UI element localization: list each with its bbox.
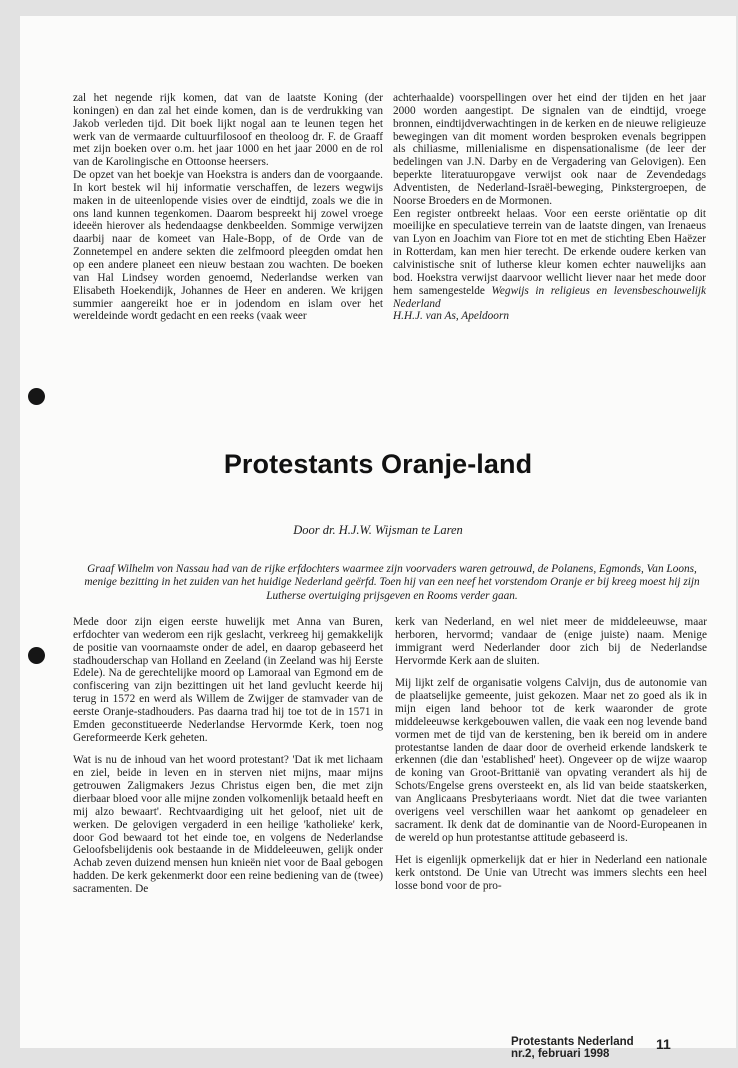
article-byline: Door dr. H.J.W. Wijsman te Laren bbox=[293, 523, 463, 537]
article-right-column bbox=[395, 616, 707, 893]
review-paragraph-text: Een register ontbreekt helaas. Voor een eerste oriëntatie op dit moeilijke en speculatieve terrein van de laatste dingen, van Irenaeus van Lyon en Joachim van Fiore tot en met de stichting Eben Haëzer in Rotterdam, kan men hier terecht. De erkende oudere kerken van calvinistische snit of lutherse kleur komen echter nauwelijks aan bod. Hoekstra verwijst daarvoor wellicht liever naar het mede door hem samengestelde bbox=[393, 207, 706, 297]
review-left-column bbox=[73, 92, 383, 323]
article-left-column bbox=[73, 616, 383, 896]
review-right-column bbox=[393, 92, 706, 323]
article-paragraph: kerk van Nederland, en wel niet meer de middeleeuwse, maar herboren, hervormd; vandaar de (enige juiste) naam. Menige immigrant werd Nederlander door zich bij de Nederlandse Hervormde Kerk aan de sluiten. bbox=[395, 616, 707, 667]
review-paragraph: achterhaalde) voorspellingen over het eind der tijden en het jaar 2000 worden aangestipt. De signalen van de eindtijd, vroege bronnen, eindtijdverwachtingen in de kerken en de nieuwe religieuze bewegingen van dit moment worden besproken evenals begrippen als chiliasme, millenialisme en dispensationalisme (de leer der bedelingen van J.N. Darby en de Vergadering van Gelovigen). Een beperkte literatuuropgave verwijst ook naar de Zevendedags Adventisten, de Nederland-Israël-beweging, Pinkstergroepen, de Noorse Broeders en de Mormonen. bbox=[393, 92, 706, 207]
article-paragraph: Mij lijkt zelf de organisatie volgens Calvijn, dus de autonomie van de plaatselijke gemeente, juist gekozen. Maar net zo goed als ik in mijn eigen land behoor tot de kerk waaronder de grote middeleeuwse kerkgebouwen vallen, die vaak een nog levende band vormen met de tijd van de kerstening, ben ik bereid om in andere protestantse landen de daar door de overheid erkende landskerk te erkennen (die dan 'established' heet). Ongeveer op de wijze waarop de koning van Groot-Brittanië van opvating verandert als hij de Schots/Engelse grens oversteekt en, als lid van beide staatskerken, van Anglicaans Presbyteriaans wordt. Niet dat die twee varianten overigens veel verschillen waar het aankomt op genadeleer en sacrament. Ik denk dat de dominantie van de Noord-Europeanen in de wereld op hun protestantse attitude gebaseerd is. bbox=[395, 677, 707, 844]
footer-publication bbox=[511, 1036, 641, 1060]
issue-label: nr.2, februari 1998 bbox=[511, 1048, 610, 1060]
punch-hole-bottom bbox=[28, 647, 45, 664]
review-paragraph bbox=[393, 208, 706, 311]
article-paragraph: Mede door zijn eigen eerste huwelijk met Anna van Buren, erfdochter van wederom een rijk geslacht, verkreeg hij gemakkelijk de positie van voornaamste onder de adel, en daarop gebaseerd het stadhouderschap van Holland en Zeeland (in Zeeland was hij Eerste Edele). Na de gerechtelijke moord op Lamoraal van Egmond em de confiscering van zijn bezittingen uit het land gevlucht keerde hij terug in 1572 en werd als Willem de Zwijger de stamvader van de eerste Oranje-stadhouders. Pas daarna trad hij toe tot de in 1571 in Emden geconstitueerde Nederlandse Hervormde Kerk, toen nog Gereformeerde Kerk geheten. bbox=[73, 616, 383, 744]
review-paragraph: De opzet van het boekje van Hoekstra is anders dan de voorgaande. In kort bestek wil hij informatie verschaffen, de lezers wegwijs maken in de uiteenlopende visies over de eindtijd, zoals we die in ons land kunnen tegenkomen. Daarom bespreekt hij zowel vroege ideeën hierover als hedendaagse denkbeelden. Sommige verwijzen daarbij naar de komeet van Hale-Bopp, of de Orde van de Zonnetempel en andere sekten die zelfmoord pleegden omdat hen op een andere planeet een nieuw bestaan zou wachten. De boeken van Hal Lindsey worden genoemd, Nederlandse werken van Elisabeth Hoekendijk, Johannes de Heer en anderen. We krijgen summier aangereikt hoe er in jodendom en islam over het wereldeinde wordt gedacht en een reeks (vaak weer bbox=[73, 169, 383, 323]
book-title: Wegwijs in religieus en levensbeschouwelijk Nederland bbox=[393, 284, 706, 310]
page-number: 11 bbox=[656, 1036, 671, 1052]
article-lead: Graaf Wilhelm von Nassau had van de rijke erfdochters waarmee zijn voorvaders waren getrouwd, de Polanens, Egmonds, Van Loons, menige bezitting in het zuiden van het huidige Nederland geërfd. Toen hij van een neef het vorstendom Oranje er bij kreeg moest hij zijn Lutherse overtuiging prijsgeven en Rooms verder gaan. bbox=[84, 563, 700, 602]
article-paragraph: Wat is nu de inhoud van het woord protestant? 'Dat ik met lichaam en ziel, beide in leven en in sterven niet mijns, maar mijns getrouwen Zaligmakers Jezus Christus eigen ben, die met zijn dierbaar bloed voor alle mijne zonden volkomenlijk betaald heeft en mij alzo bewaart'. Rechtvaardiging uit het geloof, niet uit de werken. De gelovigen vergaderd in een heilige 'katholieke' kerk, door God bewaard tot het einde toe, en volgens de Nederlandse Geloofsbelijdenis ook bestaande in de Middeleeuwen, gelijk onder Achab zeven duizend mensen hun knieën niet voor de Baal gebogen hadden. De kerk gekenmerkt door een reine bediening van de (twee) sacramenten. De bbox=[73, 754, 383, 895]
review-paragraph: zal het negende rijk komen, dat van de laatste Koning (der koningen) en dan zal het einde komen, dan is de verdrukking van Jakob verleden tijd. Dit boek lijkt nogal aan te leunen tegen het werk van de vermaarde cultuurfilosoof en theoloog dr. F. de Graaff met zijn boeken over o.m. het jaar 1000 en het jaar 2000 en de rol van de Karolingische en Ottoonse heersers. bbox=[73, 92, 383, 169]
document-page bbox=[20, 16, 736, 1060]
review-signature: H.H.J. van As, Apeldoorn bbox=[393, 310, 509, 323]
publication-name: Protestants Nederland bbox=[511, 1036, 634, 1048]
article-title: Protestants Oranje-land bbox=[223, 449, 533, 479]
article-paragraph: Het is eigenlijk opmerkelijk dat er hier in Nederland een nationale kerk ontstond. De Unie van Utrecht was immers slechts een heel losse bond voor de pro- bbox=[395, 854, 707, 893]
punch-hole-top bbox=[28, 388, 45, 405]
